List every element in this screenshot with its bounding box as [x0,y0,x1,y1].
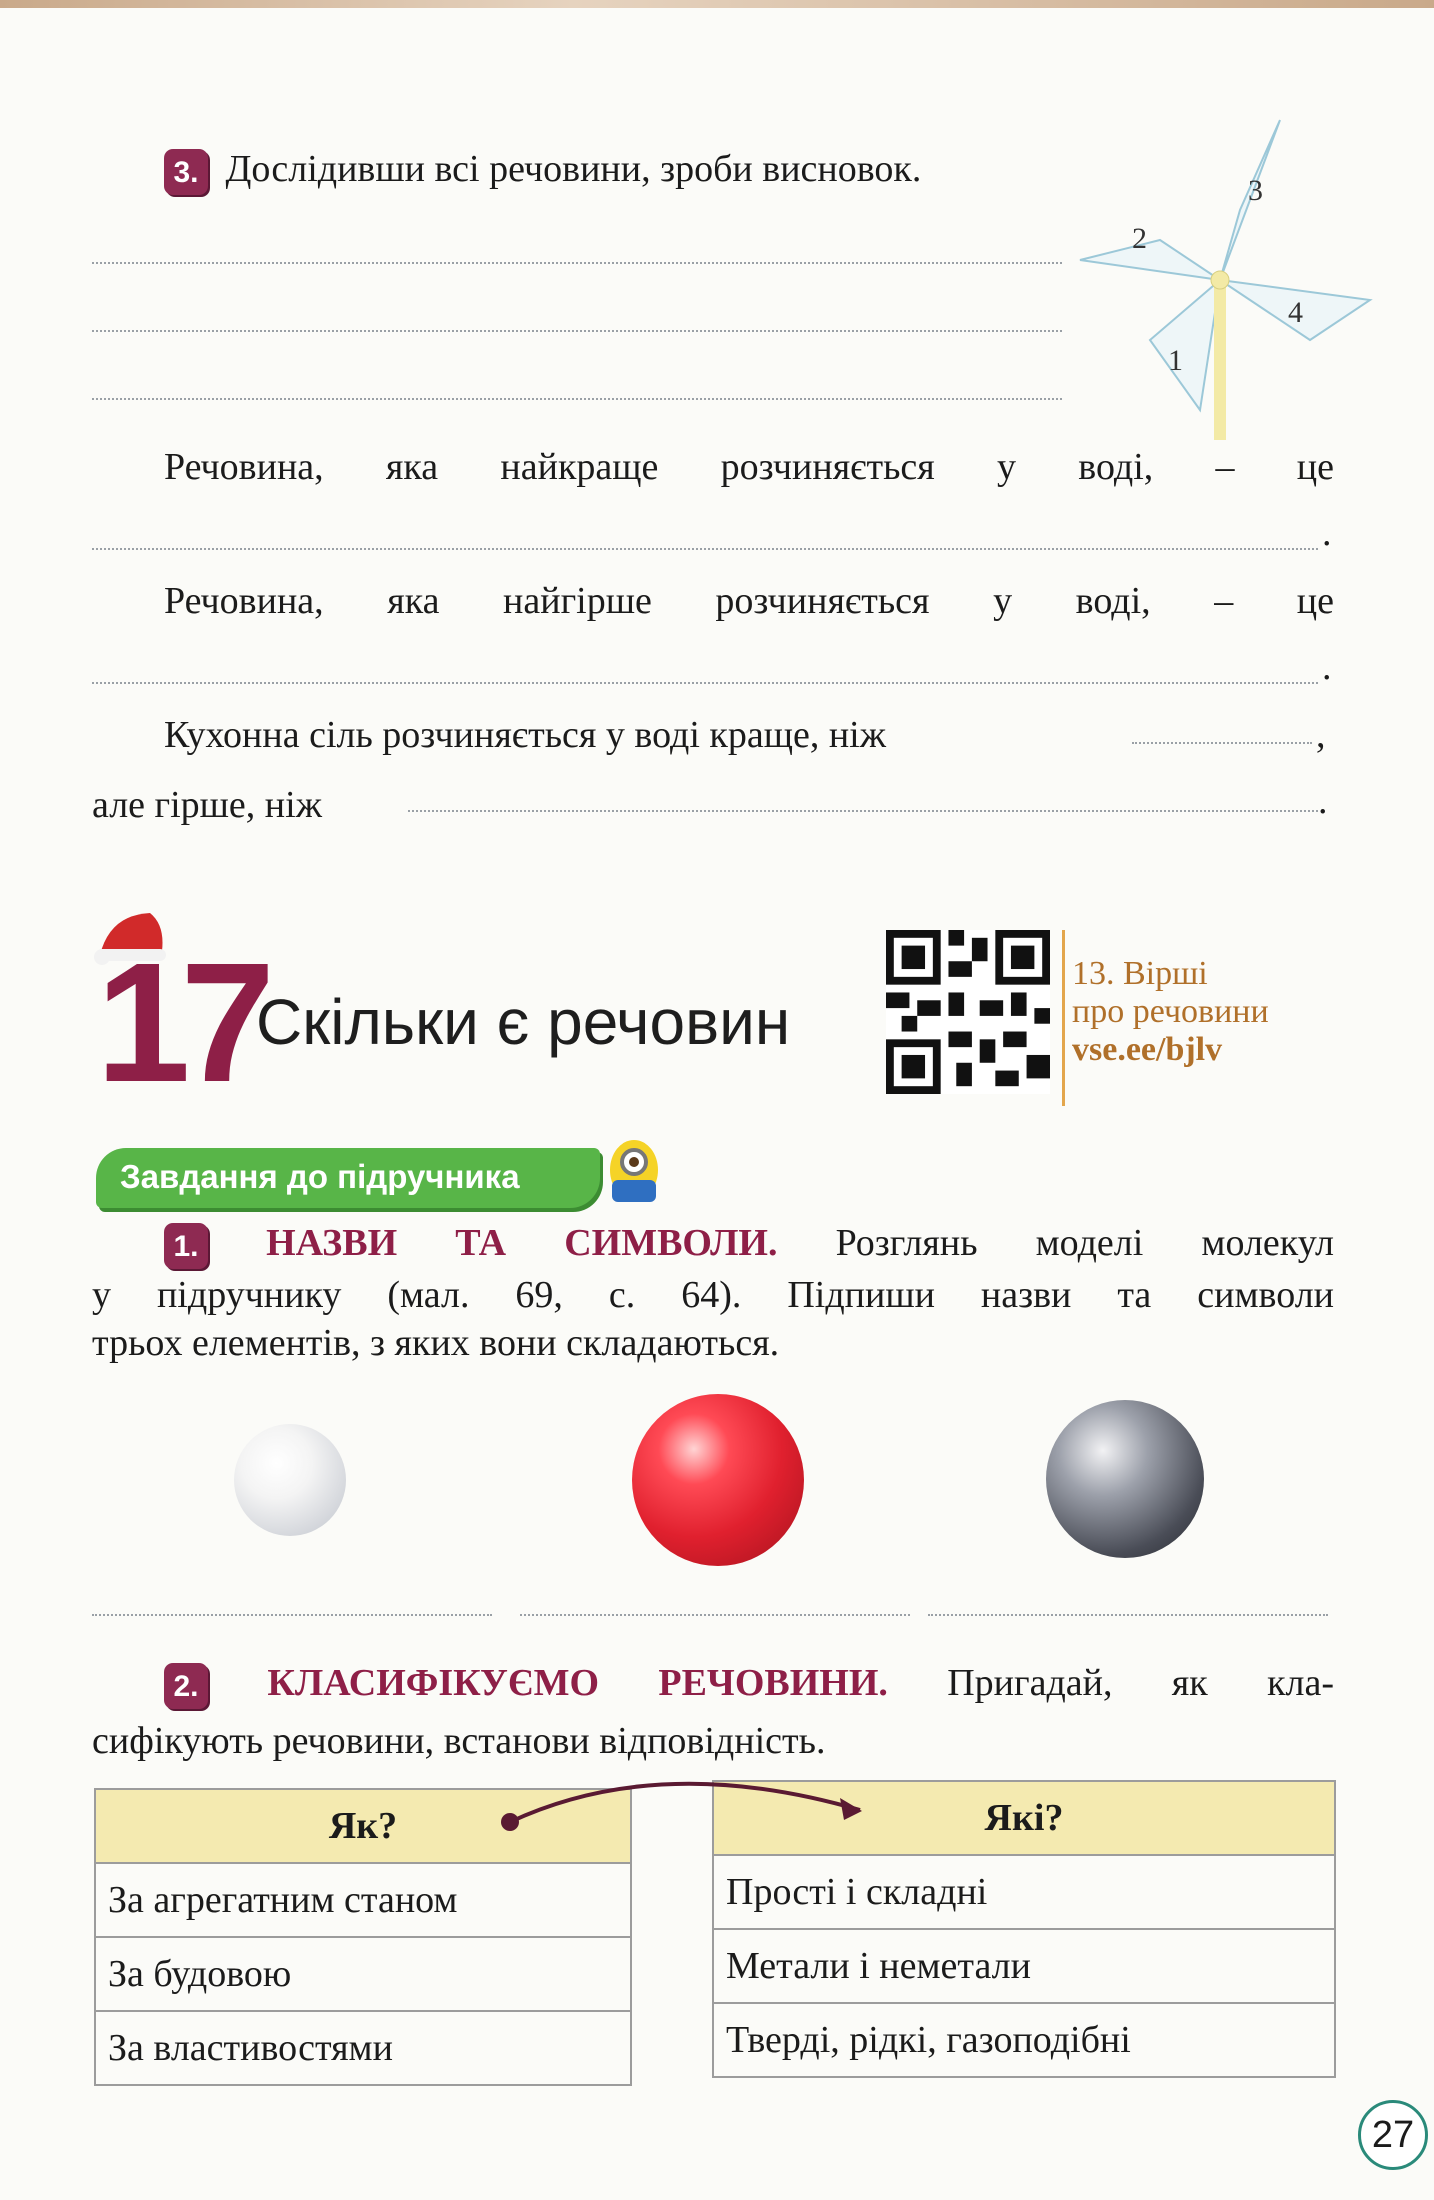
page-top-edge [0,0,1434,8]
task3-heading [164,146,921,195]
period-mark: . [1322,646,1332,688]
task1-line3: трьох елементів, з яких вони складаються. [92,1322,780,1364]
task2-line1: Пригадай, як кла- [947,1662,1335,1704]
pinwheel-label-2: 2 [1132,222,1147,255]
pinwheel-label-3: 3 [1248,174,1263,207]
banner-text: Завдання до підручника [120,1158,520,1195]
salt-sentence-part1: Кухонна сіль розчиняється у воді краще, ніж [164,714,886,756]
task1-line2: у підручнику (мал. 69, с. 64). Підпиши назви та символи [92,1274,1334,1316]
task3-prompt: Дослідивши всі речовини, зроби висновок. [225,148,922,190]
left-table-header: Як? [95,1789,631,1863]
salt-sentence-part2: але гірше, ніж [92,784,322,826]
pinwheel-label-1: 1 [1168,344,1183,377]
red-sphere-model [632,1394,804,1566]
left-row-properties[interactable]: За властивостями [95,2011,631,2085]
minion-mascot-icon [596,1136,672,1208]
best-dissolves-sentence: Речовина, яка найкраще розчиняється у воді, – це [164,446,1334,488]
comma-mark: , [1316,714,1326,756]
pinwheel-label-4: 4 [1288,296,1303,329]
right-row-simple-complex[interactable]: Прості і складні [713,1855,1335,1929]
task1-first-line [164,1220,1334,1269]
qr-divider [1062,930,1065,1106]
task2-number-badge: 2. [164,1663,208,1709]
matching-arrow-icon [490,1762,890,1852]
task1-title: НАЗВИ ТА СИМВОЛИ. [266,1222,778,1264]
sphere-label-line-2[interactable] [520,1614,910,1616]
textbook-tasks-banner [96,1148,600,1208]
left-row-structure[interactable]: За будовою [95,1937,631,2011]
qr-caption [1072,955,1269,1069]
right-row-metals-nonmetals[interactable]: Метали і неметали [713,1929,1335,2003]
period-mark: . [1318,780,1328,822]
answer-line-best[interactable] [92,548,1318,550]
left-row-state[interactable]: За агрегатним станом [95,1863,631,1937]
worst-dissolves-sentence: Речовина, яка найгірше розчиняється у воді, – це [164,580,1334,622]
qr-caption-line1: 13. Вірші [1072,955,1208,992]
pinwheel-illustration [1040,110,1390,450]
task1-number-badge: 1. [164,1223,208,1269]
answer-line-1[interactable] [92,262,1062,264]
qr-caption-line2: про речовини [1072,993,1269,1031]
sphere-label-line-1[interactable] [92,1614,492,1616]
answer-line-salt-worse[interactable] [408,810,1318,812]
gray-sphere-model [1046,1400,1204,1558]
task1-line1: Розглянь моделі молекул [835,1222,1335,1264]
task2-line2: сифікують речовини, встанови відповідність. [92,1720,826,1762]
answer-line-salt-better[interactable] [1132,742,1312,744]
answer-line-3[interactable] [92,398,1062,400]
period-mark: . [1322,512,1332,554]
lesson-title: Скільки є речовин [256,986,791,1058]
lesson-number: 17 [96,928,266,1118]
right-table-header: Які? [713,1781,1335,1855]
sphere-label-line-3[interactable] [928,1614,1328,1616]
right-row-solid-liquid-gas[interactable]: Тверді, рідкі, газоподібні [713,2003,1335,2077]
page-number: 27 [1358,2100,1428,2170]
answer-line-worst[interactable] [92,682,1318,684]
qr-link[interactable]: vse.ee/bjlv [1072,1031,1223,1069]
white-sphere-model [234,1424,346,1536]
task2-first-line [164,1660,1334,1709]
pinwheel-stick [1214,280,1226,440]
task3-number-badge: 3. [164,149,208,195]
qr-code-icon[interactable] [886,930,1050,1094]
task2-title: КЛАСИФІКУЄМО РЕЧОВИНИ. [267,1662,888,1704]
answer-line-2[interactable] [92,330,1062,332]
